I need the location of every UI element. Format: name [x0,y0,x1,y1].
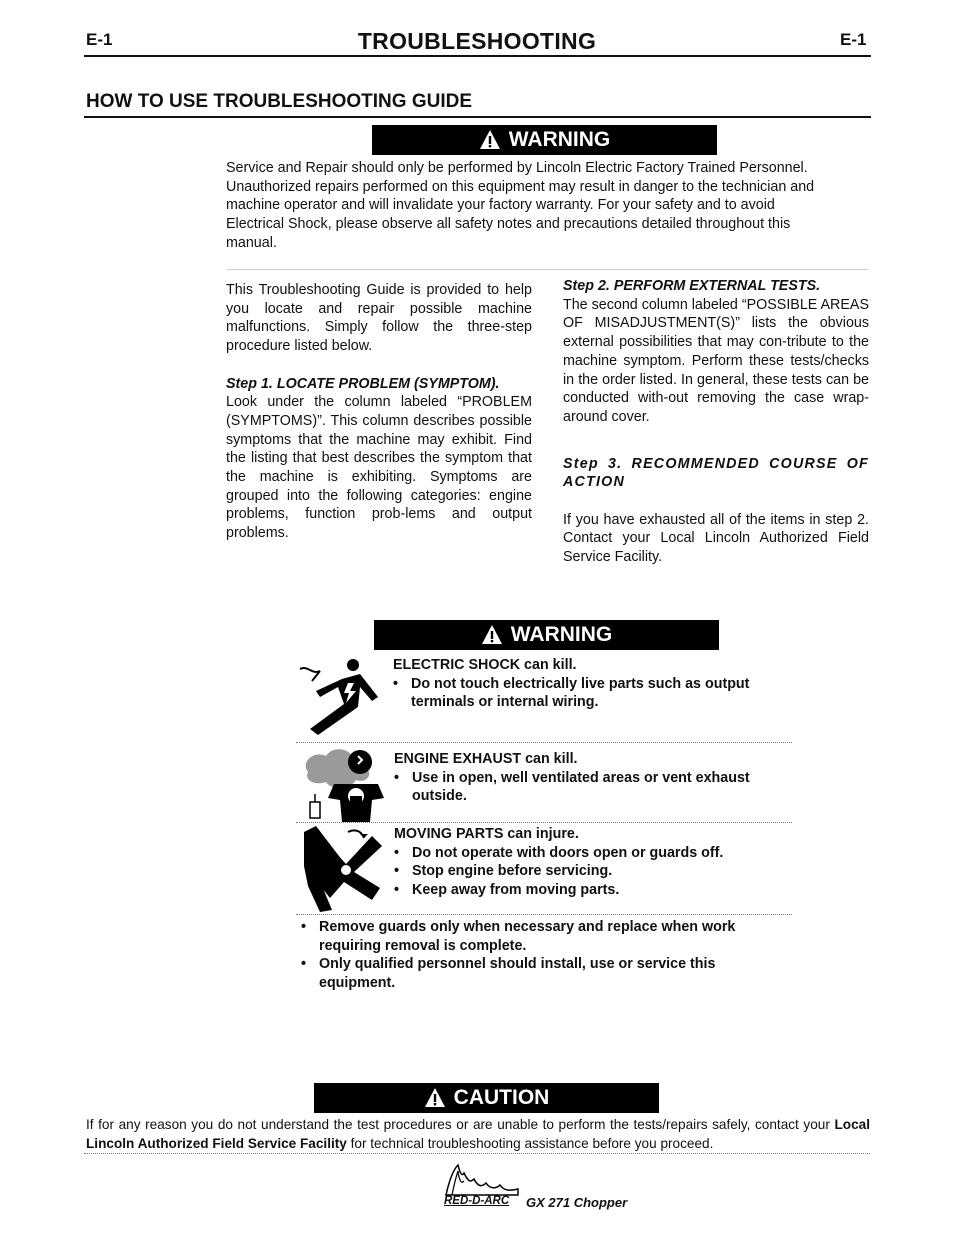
moving-parts-icon [302,826,390,912]
warning-triangle-icon [481,624,503,646]
warning-line: manual. [226,234,277,251]
header-rule [84,55,871,57]
right-column [563,277,869,567]
warning-item-heading: ENGINE EXHAUST can kill. [394,751,578,767]
caution-text-b: for technical troubleshooting assistance before you proceed. [346,1136,714,1151]
step1-text: Look under the column labeled “PROBLEM (SYMPTOMS)”. This column describes possible symptoms that the machine may exhibit. Find the listing that best describes the symptom that the machine is exhibiting. Symptoms are grouped into the following categories: engine problems, function prob-lems and output problems. [226,394,532,542]
divider [226,269,868,270]
warning-item-electric [393,656,793,712]
caution-paragraph [86,1115,870,1153]
footer-model: GX 271 Chopper [526,1195,628,1210]
warning-triangle-icon [424,1087,446,1109]
warning-line: Electrical Shock, please observe all safety notes and precautions detailed throughout this [226,216,791,233]
divider [296,914,792,915]
warning-triangle-icon [479,129,501,151]
step1-heading: Step 1. LOCATE PROBLEM (SYMPTOM). [226,375,500,392]
warning-bullet: • Only qualified personnel should install, use or service this equipment. [301,955,791,992]
warning-bullet: • Stop engine before servicing. [394,862,794,881]
step2-text: The second column labeled “POSSIBLE AREAS OF MISADJUSTMENT(S)” lists the obvious external possibilities that may con-tribute to the machine symptom. Perform these tests/checks in the order listed. In general, these tests can be conducted with-out removing the case wrap-around cover. [563,296,869,425]
caution-banner [314,1083,659,1113]
left-column [226,281,532,543]
warning-line: Unauthorized repairs performed on this equipment may result in danger to the technician and [226,178,815,195]
step3-text: If you have exhausted all of the items in step 2. Contact your Local Lincoln Authorized Field Service Facility. [563,511,869,566]
section-title: HOW TO USE TROUBLESHOOTING GUIDE [86,91,472,112]
page-number-left: E-1 [86,30,113,49]
warning-paragraph [226,159,876,253]
warning-label: WARNING [510,623,613,646]
warning-item-moving [394,825,794,900]
caution-text-bold: Local Lincoln Authorized Field Service Facility [86,1117,871,1151]
divider [296,742,792,743]
engine-exhaust-icon [300,746,392,822]
warning-bullet: • Keep away from moving parts. [394,881,794,900]
section-rule [84,116,871,118]
footer-rule [84,1153,870,1154]
caution-label: CAUTION [453,1086,550,1109]
caution-text-a: If for any reason you do not understand the test procedures or are unable to perform the tests/repairs safely, contact your [86,1117,830,1132]
warning-bullet: • Do not operate with doors open or guards off. [394,844,794,863]
warning-banner-2 [374,620,719,650]
step3-heading: Step 3. RECOMMENDED COURSE OF ACTION [563,455,869,491]
warning-bullet: • Do not touch electrically live parts such as output terminals or internal wiring. [393,675,793,712]
step2-heading: Step 2. PERFORM EXTERNAL TESTS. [563,278,821,294]
intro-paragraph: This Troubleshooting Guide is provided to help you locate and repair possible machine malfunctions. Simply follow the three-step procedure listed below. [226,282,532,355]
warning-line: machine operator and will invalidate your factory warranty. For your safety and to avoid [226,197,775,214]
warning-item-heading: ELECTRIC SHOCK can kill. [393,657,577,673]
warning-bullet: • Remove guards only when necessary and replace when work requiring removal is complete. [301,918,791,955]
warning-item-heading: MOVING PARTS can injure. [394,826,579,842]
divider [296,822,792,823]
warning-bullet: • Use in open, well ventilated areas or vent exhaust outside. [394,769,794,806]
warning-line: Service and Repair should only be performed by Lincoln Electric Factory Trained Personnel. [226,160,808,176]
page-number-right: E-1 [840,30,867,49]
red-d-arc-logo-icon [444,1163,520,1197]
warning-label: WARNING [508,128,611,151]
footer-logo-text: RED-D-ARC [444,1195,510,1207]
warning-item-exhaust [394,750,794,806]
warning-general [301,918,791,993]
electric-shock-icon [298,657,388,739]
page-title: TROUBLESHOOTING [357,28,597,54]
warning-banner [372,125,717,155]
